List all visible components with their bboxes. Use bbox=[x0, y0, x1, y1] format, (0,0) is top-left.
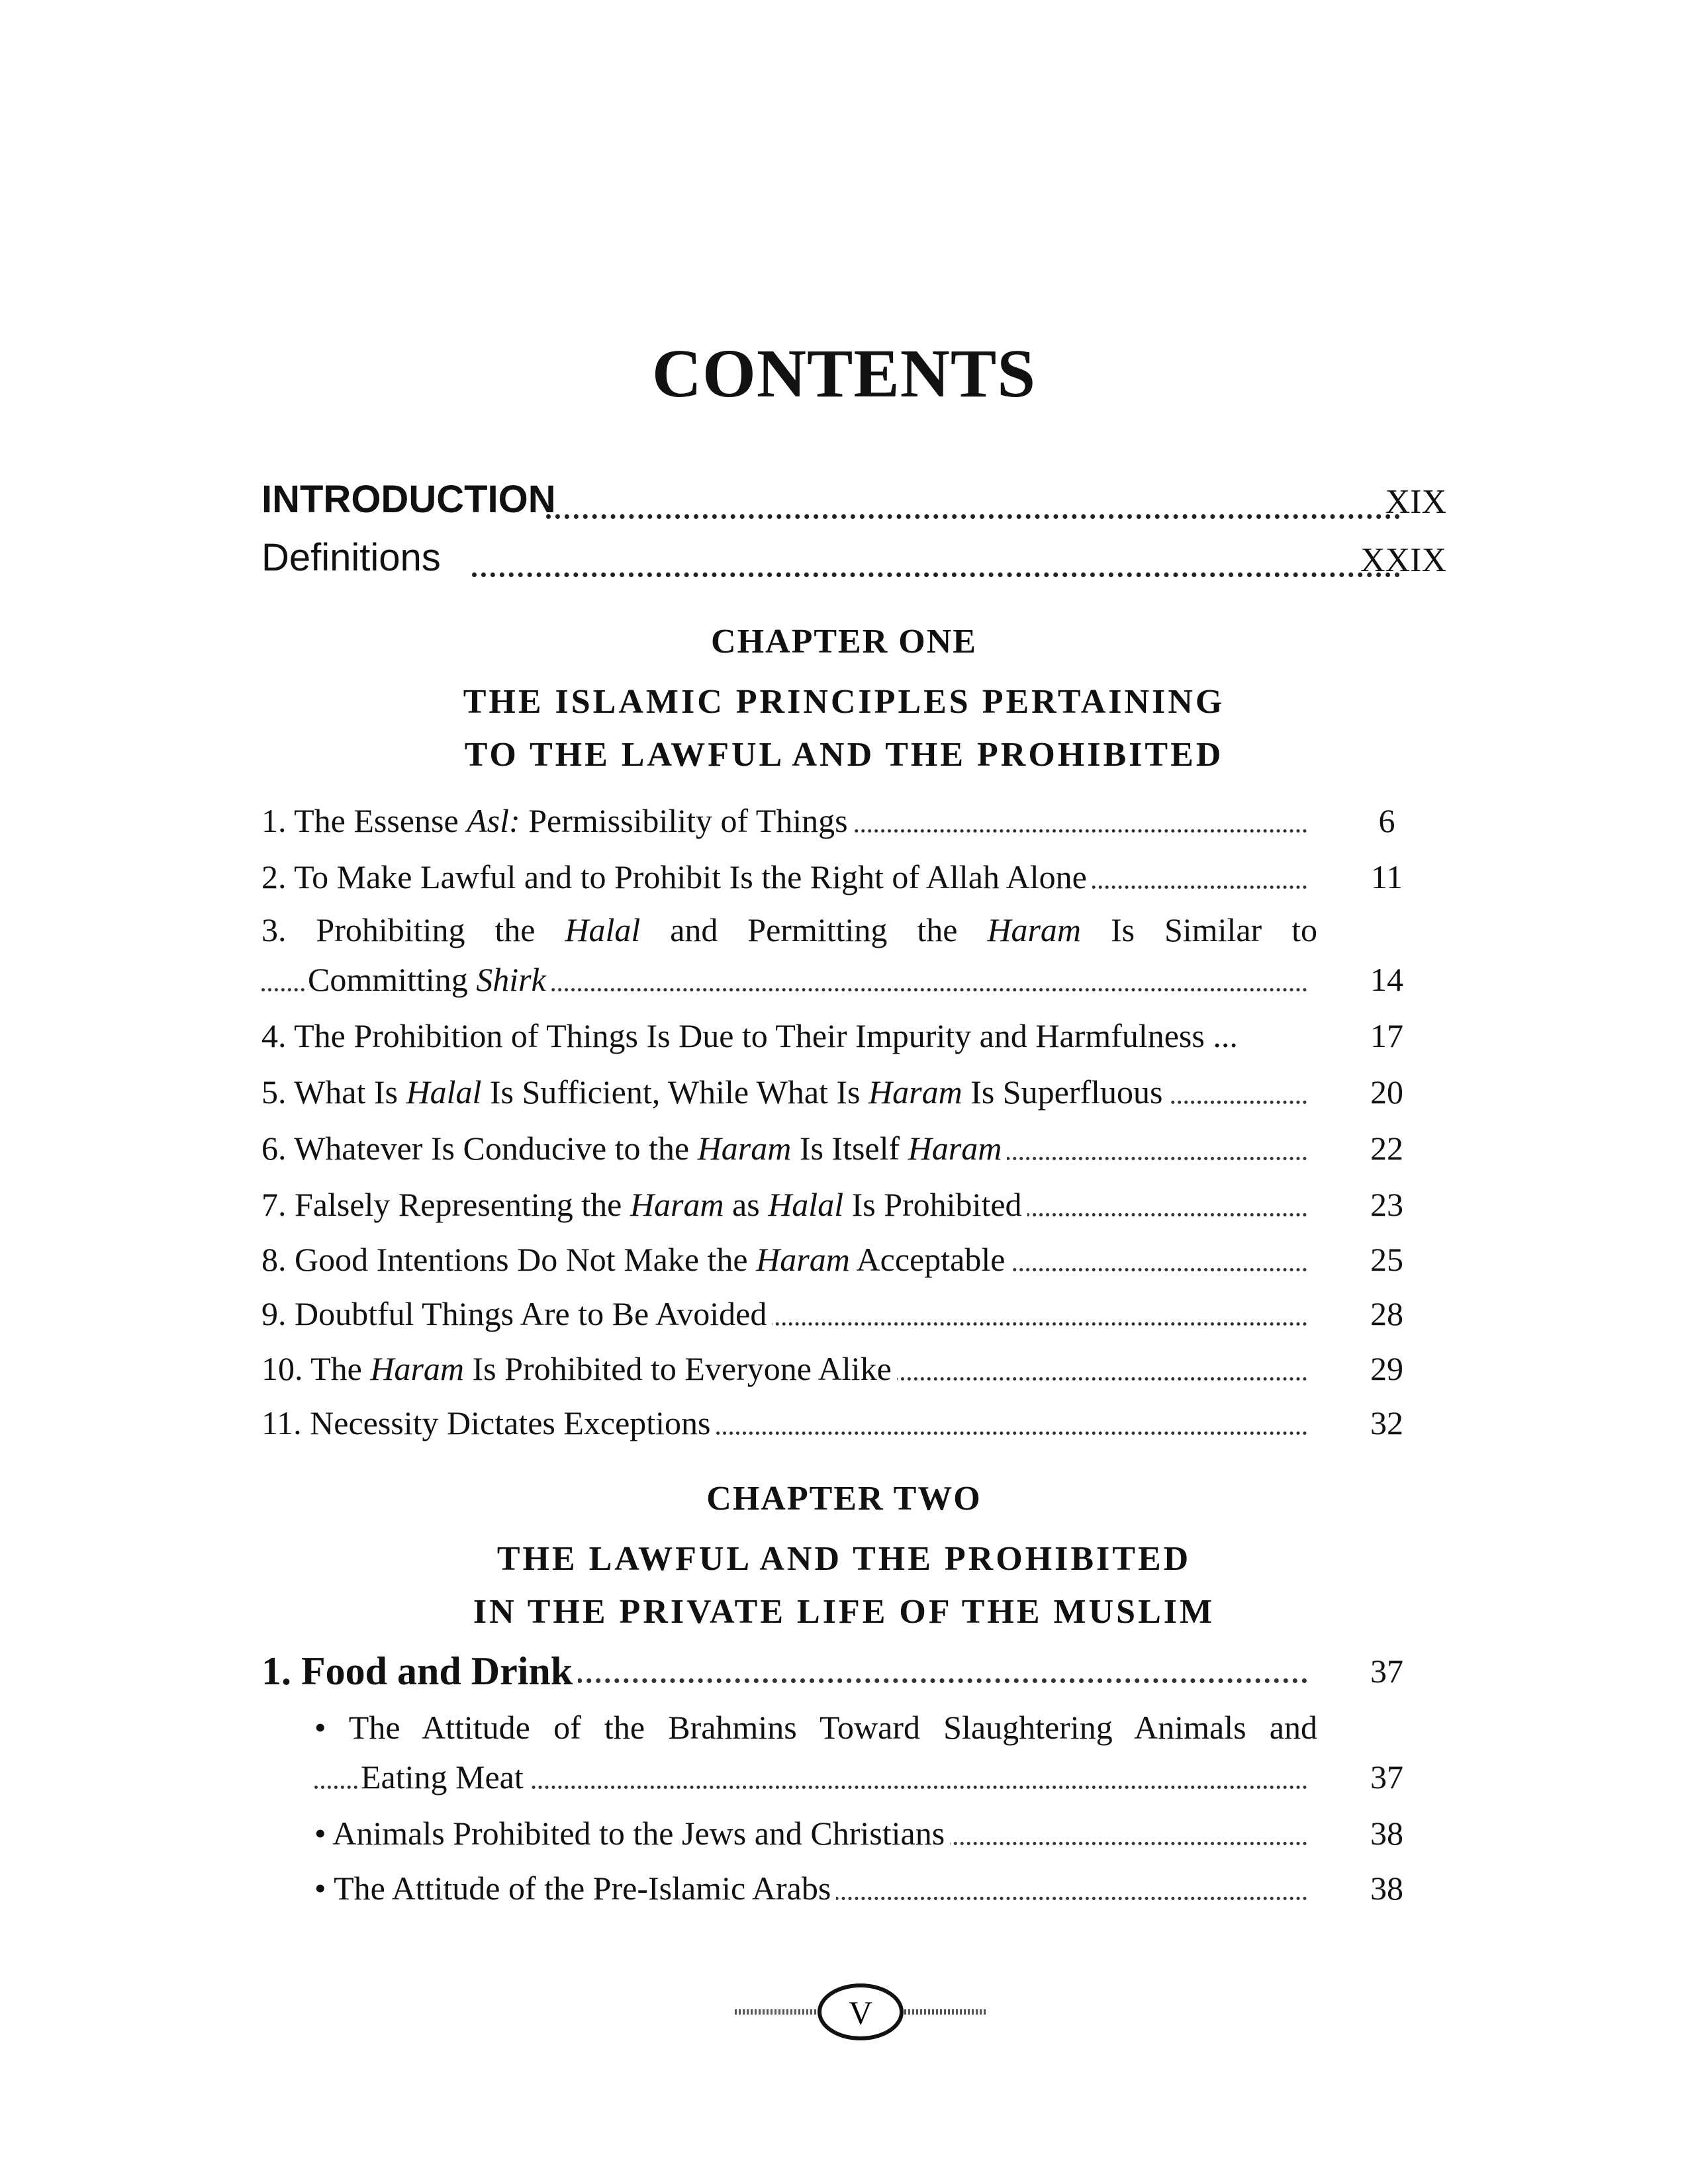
toc-entry bbox=[261, 1294, 1427, 1334]
toc-label: 10. The Haram Is Prohibited to Everyone Alike bbox=[261, 1349, 897, 1388]
toc-label: 4. The Prohibition of Things Is Due to Their Impurity and Harmfulness ... bbox=[261, 1016, 1243, 1056]
toc-page-number: 14 bbox=[1370, 961, 1403, 998]
toc-page-number: 29 bbox=[1370, 1350, 1403, 1387]
toc-page-number: 6 bbox=[1378, 802, 1395, 839]
toc-label: 1. The Essense Asl: Permissibility of Things bbox=[261, 801, 853, 841]
toc-page-number: 38 bbox=[1370, 1870, 1403, 1907]
toc-entry bbox=[261, 1185, 1427, 1224]
toc-entry bbox=[261, 801, 1427, 841]
toc-subentry bbox=[314, 1868, 1427, 1908]
toc-entry bbox=[261, 1016, 1427, 1056]
dot-leader bbox=[472, 562, 1400, 577]
chapter-two-heading: CHAPTER TWO bbox=[706, 1480, 982, 1518]
page-title: CONTENTS bbox=[651, 336, 1037, 412]
chapter-one-title-line2: TO THE LAWFUL AND THE PROHIBITED bbox=[464, 736, 1224, 774]
toc-entry bbox=[261, 857, 1427, 897]
toc-page-number: 17 bbox=[1370, 1017, 1403, 1054]
chapter-one-heading: CHAPTER ONE bbox=[711, 623, 977, 660]
toc-label: 8. Good Intentions Do Not Make the Haram Acceptable bbox=[261, 1240, 1010, 1279]
toc-subentry bbox=[314, 1707, 1427, 1797]
toc-entry bbox=[261, 1403, 1427, 1443]
toc-label: 1. Food and Drink bbox=[261, 1651, 578, 1691]
toc-label: 2. To Make Lawful and to Prohibit Is the Right of Allah Alone bbox=[261, 857, 1092, 897]
toc-page-number: 32 bbox=[1370, 1404, 1403, 1441]
toc-page-number: 23 bbox=[1370, 1186, 1403, 1223]
toc-label-line2: Eating Meat bbox=[361, 1757, 529, 1797]
toc-label: 9. Doubtful Things Are to Be Avoided bbox=[261, 1294, 772, 1334]
toc-page-number: 25 bbox=[1370, 1241, 1403, 1278]
toc-entry bbox=[261, 1128, 1427, 1168]
toc-entry bbox=[261, 1240, 1427, 1279]
toc-page-number: 11 bbox=[1370, 858, 1403, 895]
toc-label: • The Attitude of the Pre-Islamic Arabs bbox=[314, 1868, 836, 1908]
toc-subentry bbox=[314, 1813, 1427, 1853]
toc-page-number: XXIX bbox=[1360, 541, 1446, 579]
dot-leader bbox=[546, 504, 1400, 519]
toc-label: Definitions bbox=[261, 536, 441, 579]
toc-label: 6. Whatever Is Conducive to the Haram Is Itself Haram bbox=[261, 1128, 1007, 1168]
toc-entry-introduction bbox=[261, 471, 1446, 531]
toc-page-number: 38 bbox=[1370, 1815, 1403, 1852]
toc-entry bbox=[261, 1072, 1427, 1112]
chapter-one-title-line1: THE ISLAMIC PRINCIPLES PERTAINING bbox=[463, 683, 1225, 721]
toc-label: 7. Falsely Representing the Haram as Halal Is Prohibited bbox=[261, 1185, 1027, 1224]
chapter-two-title-line1: THE LAWFUL AND THE PROHIBITED bbox=[496, 1540, 1192, 1578]
toc-page-number: XIX bbox=[1385, 483, 1446, 521]
toc-label: INTRODUCTION bbox=[261, 478, 556, 521]
toc-page-number: 22 bbox=[1370, 1130, 1403, 1167]
toc-label-line1: • The Attitude of the Brahmins Toward Slaughtering Animals and bbox=[314, 1709, 1317, 1746]
chapter-two-title-line2: IN THE PRIVATE LIFE OF THE MUSLIM bbox=[473, 1593, 1215, 1631]
folio-ornament bbox=[728, 1972, 993, 2052]
toc-label-line1: 3. Prohibiting the Halal and Permitting the Haram Is Similar to bbox=[261, 911, 1318, 948]
folio-number: V bbox=[848, 1994, 873, 2031]
toc-entry bbox=[261, 1349, 1427, 1388]
toc-label: 5. What Is Halal Is Sufficient, While What Is Haram Is Superfluous bbox=[261, 1072, 1168, 1112]
toc-page-number: 37 bbox=[1370, 1653, 1403, 1690]
toc-label: 11. Necessity Dictates Exceptions bbox=[261, 1403, 716, 1443]
toc-entry bbox=[261, 910, 1427, 999]
toc-page-number: 37 bbox=[1370, 1758, 1403, 1796]
toc-label: • Animals Prohibited to the Jews and Christians bbox=[314, 1813, 950, 1853]
toc-page-number: 28 bbox=[1370, 1295, 1403, 1332]
toc-page-number: 20 bbox=[1370, 1073, 1403, 1111]
toc-section-food-and-drink bbox=[261, 1645, 1427, 1691]
toc-entry-definitions bbox=[261, 529, 1446, 589]
toc-label-line2: Committing Shirk bbox=[308, 960, 551, 999]
